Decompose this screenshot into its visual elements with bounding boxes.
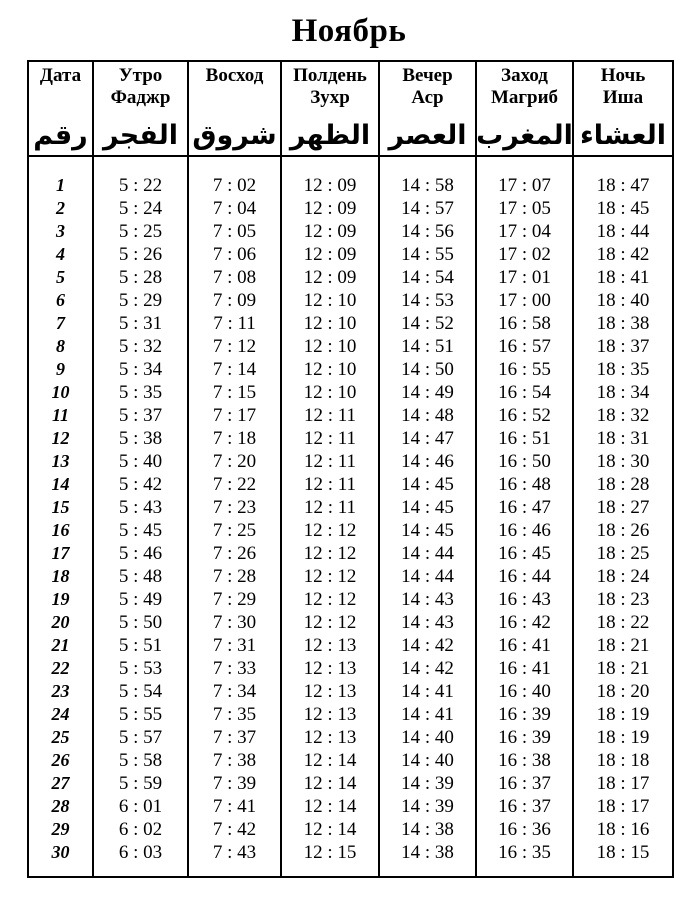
isha-cell: 18 : 24 bbox=[573, 565, 673, 588]
asr-cell: 14 : 51 bbox=[379, 335, 476, 358]
dhuhr-cell: 12 : 12 bbox=[281, 565, 379, 588]
col-label-ar: المغرب bbox=[476, 120, 573, 151]
sunrise-cell: 7 : 15 bbox=[188, 381, 281, 404]
dhuhr-cell: 12 : 11 bbox=[281, 473, 379, 496]
date-cell: 23 bbox=[28, 680, 93, 703]
asr-cell: 14 : 45 bbox=[379, 473, 476, 496]
maghrib-cell: 17 : 04 bbox=[476, 220, 573, 243]
isha-cell: 18 : 23 bbox=[573, 588, 673, 611]
sunrise-cell: 7 : 38 bbox=[188, 749, 281, 772]
fajr-cell: 5 : 54 bbox=[93, 680, 188, 703]
sunrise-cell: 7 : 23 bbox=[188, 496, 281, 519]
isha-cell: 18 : 35 bbox=[573, 358, 673, 381]
asr-cell: 14 : 44 bbox=[379, 565, 476, 588]
fajr-cell: 6 : 02 bbox=[93, 818, 188, 841]
dhuhr-cell: 12 : 13 bbox=[281, 657, 379, 680]
maghrib-cell: 17 : 02 bbox=[476, 243, 573, 266]
table-row bbox=[28, 197, 673, 220]
maghrib-cell: 17 : 05 bbox=[476, 197, 573, 220]
date-cell: 10 bbox=[28, 381, 93, 404]
maghrib-cell: 16 : 43 bbox=[476, 588, 573, 611]
date-cell: 12 bbox=[28, 427, 93, 450]
sunrise-cell: 7 : 42 bbox=[188, 818, 281, 841]
table-row bbox=[28, 657, 673, 680]
asr-cell: 14 : 57 bbox=[379, 197, 476, 220]
dhuhr-cell: 12 : 11 bbox=[281, 404, 379, 427]
date-cell: 21 bbox=[28, 634, 93, 657]
sunrise-cell: 7 : 28 bbox=[188, 565, 281, 588]
asr-cell: 14 : 47 bbox=[379, 427, 476, 450]
date-cell: 1 bbox=[28, 156, 93, 197]
col-label-ru: Дата bbox=[39, 65, 82, 86]
dhuhr-cell: 12 : 09 bbox=[281, 156, 379, 197]
date-cell: 20 bbox=[28, 611, 93, 634]
asr-cell: 14 : 56 bbox=[379, 220, 476, 243]
dhuhr-cell: 12 : 09 bbox=[281, 243, 379, 266]
table-row bbox=[28, 496, 673, 519]
table-row bbox=[28, 772, 673, 795]
asr-cell: 14 : 58 bbox=[379, 156, 476, 197]
dhuhr-cell: 12 : 09 bbox=[281, 220, 379, 243]
isha-cell: 18 : 30 bbox=[573, 450, 673, 473]
col-label-ru2: Магриб bbox=[490, 87, 559, 108]
isha-cell: 18 : 15 bbox=[573, 841, 673, 877]
table-row bbox=[28, 220, 673, 243]
col-label-ru: Утро bbox=[118, 65, 163, 86]
asr-cell: 14 : 50 bbox=[379, 358, 476, 381]
table-row bbox=[28, 404, 673, 427]
asr-cell: 14 : 41 bbox=[379, 703, 476, 726]
date-cell: 19 bbox=[28, 588, 93, 611]
asr-cell: 14 : 40 bbox=[379, 749, 476, 772]
maghrib-cell: 16 : 38 bbox=[476, 749, 573, 772]
fajr-cell: 5 : 59 bbox=[93, 772, 188, 795]
date-cell: 7 bbox=[28, 312, 93, 335]
fajr-cell: 5 : 40 bbox=[93, 450, 188, 473]
maghrib-cell: 16 : 36 bbox=[476, 818, 573, 841]
fajr-cell: 5 : 45 bbox=[93, 519, 188, 542]
asr-cell: 14 : 42 bbox=[379, 657, 476, 680]
table-row bbox=[28, 795, 673, 818]
table-row bbox=[28, 680, 673, 703]
asr-cell: 14 : 55 bbox=[379, 243, 476, 266]
table-row bbox=[28, 565, 673, 588]
isha-cell: 18 : 22 bbox=[573, 611, 673, 634]
asr-cell: 14 : 40 bbox=[379, 726, 476, 749]
table-row bbox=[28, 611, 673, 634]
table-row bbox=[28, 381, 673, 404]
dhuhr-cell: 12 : 14 bbox=[281, 772, 379, 795]
sunrise-cell: 7 : 39 bbox=[188, 772, 281, 795]
col-label-ru2: Зухр bbox=[310, 87, 350, 108]
dhuhr-cell: 12 : 09 bbox=[281, 266, 379, 289]
maghrib-cell: 17 : 07 bbox=[476, 156, 573, 197]
asr-cell: 14 : 46 bbox=[379, 450, 476, 473]
isha-cell: 18 : 18 bbox=[573, 749, 673, 772]
sunrise-cell: 7 : 25 bbox=[188, 519, 281, 542]
col-label-ar: الفجر bbox=[102, 120, 179, 151]
table-row bbox=[28, 542, 673, 565]
table-row bbox=[28, 473, 673, 496]
sunrise-cell: 7 : 12 bbox=[188, 335, 281, 358]
date-cell: 3 bbox=[28, 220, 93, 243]
maghrib-cell: 16 : 45 bbox=[476, 542, 573, 565]
table-row bbox=[28, 312, 673, 335]
sunrise-cell: 7 : 30 bbox=[188, 611, 281, 634]
maghrib-cell: 16 : 37 bbox=[476, 795, 573, 818]
isha-cell: 18 : 32 bbox=[573, 404, 673, 427]
asr-cell: 14 : 41 bbox=[379, 680, 476, 703]
fajr-cell: 5 : 48 bbox=[93, 565, 188, 588]
sunrise-cell: 7 : 31 bbox=[188, 634, 281, 657]
col-label-ru: Восход bbox=[205, 65, 264, 86]
asr-cell: 14 : 45 bbox=[379, 519, 476, 542]
col-label-ar: شروق bbox=[192, 120, 277, 151]
table-row bbox=[28, 266, 673, 289]
fajr-cell: 5 : 26 bbox=[93, 243, 188, 266]
date-cell: 15 bbox=[28, 496, 93, 519]
isha-cell: 18 : 26 bbox=[573, 519, 673, 542]
fajr-cell: 5 : 58 bbox=[93, 749, 188, 772]
sunrise-cell: 7 : 33 bbox=[188, 657, 281, 680]
dhuhr-cell: 12 : 11 bbox=[281, 496, 379, 519]
sunrise-cell: 7 : 34 bbox=[188, 680, 281, 703]
date-cell: 30 bbox=[28, 841, 93, 877]
dhuhr-cell: 12 : 14 bbox=[281, 795, 379, 818]
table-row bbox=[28, 450, 673, 473]
fajr-cell: 5 : 25 bbox=[93, 220, 188, 243]
fajr-cell: 5 : 43 bbox=[93, 496, 188, 519]
fajr-cell: 5 : 37 bbox=[93, 404, 188, 427]
fajr-cell: 5 : 31 bbox=[93, 312, 188, 335]
asr-cell: 14 : 42 bbox=[379, 634, 476, 657]
asr-cell: 14 : 49 bbox=[379, 381, 476, 404]
maghrib-cell: 16 : 55 bbox=[476, 358, 573, 381]
maghrib-cell: 16 : 52 bbox=[476, 404, 573, 427]
fajr-cell: 5 : 32 bbox=[93, 335, 188, 358]
table-row bbox=[28, 519, 673, 542]
dhuhr-cell: 12 : 14 bbox=[281, 749, 379, 772]
table-row bbox=[28, 634, 673, 657]
dhuhr-cell: 12 : 12 bbox=[281, 588, 379, 611]
col-header-asr bbox=[379, 61, 476, 156]
sunrise-cell: 7 : 43 bbox=[188, 841, 281, 877]
col-label-ru2: Аср bbox=[411, 87, 444, 108]
asr-cell: 14 : 43 bbox=[379, 611, 476, 634]
asr-cell: 14 : 45 bbox=[379, 496, 476, 519]
date-cell: 14 bbox=[28, 473, 93, 496]
asr-cell: 14 : 53 bbox=[379, 289, 476, 312]
sunrise-cell: 7 : 22 bbox=[188, 473, 281, 496]
asr-cell: 14 : 38 bbox=[379, 818, 476, 841]
isha-cell: 18 : 44 bbox=[573, 220, 673, 243]
maghrib-cell: 16 : 41 bbox=[476, 657, 573, 680]
dhuhr-cell: 12 : 11 bbox=[281, 427, 379, 450]
asr-cell: 14 : 39 bbox=[379, 772, 476, 795]
sunrise-cell: 7 : 29 bbox=[188, 588, 281, 611]
maghrib-cell: 16 : 35 bbox=[476, 841, 573, 877]
col-label-ru: Полдень bbox=[293, 65, 367, 86]
asr-cell: 14 : 39 bbox=[379, 795, 476, 818]
isha-cell: 18 : 42 bbox=[573, 243, 673, 266]
isha-cell: 18 : 47 bbox=[573, 156, 673, 197]
dhuhr-cell: 12 : 14 bbox=[281, 818, 379, 841]
maghrib-cell: 16 : 44 bbox=[476, 565, 573, 588]
fajr-cell: 5 : 22 bbox=[93, 156, 188, 197]
col-label-ar: الظهر bbox=[289, 120, 371, 151]
sunrise-cell: 7 : 18 bbox=[188, 427, 281, 450]
table-row bbox=[28, 335, 673, 358]
dhuhr-cell: 12 : 11 bbox=[281, 450, 379, 473]
sunrise-cell: 7 : 11 bbox=[188, 312, 281, 335]
isha-cell: 18 : 31 bbox=[573, 427, 673, 450]
date-cell: 26 bbox=[28, 749, 93, 772]
date-cell: 6 bbox=[28, 289, 93, 312]
col-header-dhuhr bbox=[281, 61, 379, 156]
dhuhr-cell: 12 : 10 bbox=[281, 335, 379, 358]
col-header-sunrise bbox=[188, 61, 281, 156]
table-row bbox=[28, 588, 673, 611]
table-body bbox=[28, 156, 673, 877]
fajr-cell: 5 : 24 bbox=[93, 197, 188, 220]
isha-cell: 18 : 25 bbox=[573, 542, 673, 565]
date-cell: 29 bbox=[28, 818, 93, 841]
asr-cell: 14 : 54 bbox=[379, 266, 476, 289]
sunrise-cell: 7 : 02 bbox=[188, 156, 281, 197]
fajr-cell: 5 : 53 bbox=[93, 657, 188, 680]
sunrise-cell: 7 : 41 bbox=[188, 795, 281, 818]
col-header-isha bbox=[573, 61, 673, 156]
col-label-ru2: Иша bbox=[602, 87, 644, 108]
isha-cell: 18 : 40 bbox=[573, 289, 673, 312]
sunrise-cell: 7 : 05 bbox=[188, 220, 281, 243]
dhuhr-cell: 12 : 15 bbox=[281, 841, 379, 877]
fajr-cell: 5 : 42 bbox=[93, 473, 188, 496]
isha-cell: 18 : 21 bbox=[573, 634, 673, 657]
isha-cell: 18 : 19 bbox=[573, 703, 673, 726]
sunrise-cell: 7 : 17 bbox=[188, 404, 281, 427]
col-label-ru: Вечер bbox=[402, 65, 453, 86]
sunrise-cell: 7 : 37 bbox=[188, 726, 281, 749]
maghrib-cell: 16 : 51 bbox=[476, 427, 573, 450]
isha-cell: 18 : 20 bbox=[573, 680, 673, 703]
maghrib-cell: 16 : 39 bbox=[476, 703, 573, 726]
asr-cell: 14 : 38 bbox=[379, 841, 476, 877]
table-row bbox=[28, 156, 673, 197]
date-cell: 13 bbox=[28, 450, 93, 473]
table-row bbox=[28, 841, 673, 877]
col-header-fajr bbox=[93, 61, 188, 156]
table-row bbox=[28, 749, 673, 772]
sunrise-cell: 7 : 14 bbox=[188, 358, 281, 381]
table-row bbox=[28, 427, 673, 450]
fajr-cell: 5 : 51 bbox=[93, 634, 188, 657]
isha-cell: 18 : 38 bbox=[573, 312, 673, 335]
col-label-ru2: Фаджр bbox=[110, 87, 171, 108]
col-label-ar: رقم bbox=[33, 120, 88, 151]
fajr-cell: 5 : 29 bbox=[93, 289, 188, 312]
date-cell: 9 bbox=[28, 358, 93, 381]
sunrise-cell: 7 : 06 bbox=[188, 243, 281, 266]
isha-cell: 18 : 27 bbox=[573, 496, 673, 519]
date-cell: 11 bbox=[28, 404, 93, 427]
dhuhr-cell: 12 : 13 bbox=[281, 680, 379, 703]
dhuhr-cell: 12 : 10 bbox=[281, 289, 379, 312]
date-cell: 28 bbox=[28, 795, 93, 818]
isha-cell: 18 : 16 bbox=[573, 818, 673, 841]
date-cell: 8 bbox=[28, 335, 93, 358]
maghrib-cell: 16 : 41 bbox=[476, 634, 573, 657]
date-cell: 24 bbox=[28, 703, 93, 726]
asr-cell: 14 : 43 bbox=[379, 588, 476, 611]
date-cell: 17 bbox=[28, 542, 93, 565]
header-row bbox=[28, 61, 673, 156]
sunrise-cell: 7 : 20 bbox=[188, 450, 281, 473]
isha-cell: 18 : 17 bbox=[573, 772, 673, 795]
fajr-cell: 5 : 28 bbox=[93, 266, 188, 289]
maghrib-cell: 16 : 37 bbox=[476, 772, 573, 795]
dhuhr-cell: 12 : 10 bbox=[281, 312, 379, 335]
dhuhr-cell: 12 : 09 bbox=[281, 197, 379, 220]
fajr-cell: 5 : 34 bbox=[93, 358, 188, 381]
maghrib-cell: 16 : 57 bbox=[476, 335, 573, 358]
fajr-cell: 5 : 46 bbox=[93, 542, 188, 565]
maghrib-cell: 16 : 42 bbox=[476, 611, 573, 634]
asr-cell: 14 : 48 bbox=[379, 404, 476, 427]
dhuhr-cell: 12 : 13 bbox=[281, 634, 379, 657]
asr-cell: 14 : 52 bbox=[379, 312, 476, 335]
date-cell: 16 bbox=[28, 519, 93, 542]
dhuhr-cell: 12 : 12 bbox=[281, 542, 379, 565]
fajr-cell: 6 : 01 bbox=[93, 795, 188, 818]
dhuhr-cell: 12 : 10 bbox=[281, 381, 379, 404]
table-row bbox=[28, 289, 673, 312]
col-label-ru: Ночь bbox=[600, 65, 646, 86]
fajr-cell: 6 : 03 bbox=[93, 841, 188, 877]
date-cell: 2 bbox=[28, 197, 93, 220]
isha-cell: 18 : 45 bbox=[573, 197, 673, 220]
asr-cell: 14 : 44 bbox=[379, 542, 476, 565]
fajr-cell: 5 : 57 bbox=[93, 726, 188, 749]
isha-cell: 18 : 19 bbox=[573, 726, 673, 749]
isha-cell: 18 : 41 bbox=[573, 266, 673, 289]
table-row bbox=[28, 243, 673, 266]
col-label-ar: العشاء bbox=[579, 120, 667, 151]
maghrib-cell: 16 : 39 bbox=[476, 726, 573, 749]
col-label-ar: العصر bbox=[388, 120, 467, 151]
sunrise-cell: 7 : 04 bbox=[188, 197, 281, 220]
page-title: Ноябрь bbox=[291, 13, 407, 49]
col-header-maghrib bbox=[476, 61, 573, 156]
table-header bbox=[28, 61, 673, 156]
dhuhr-cell: 12 : 10 bbox=[281, 358, 379, 381]
isha-cell: 18 : 21 bbox=[573, 657, 673, 680]
maghrib-cell: 16 : 48 bbox=[476, 473, 573, 496]
fajr-cell: 5 : 35 bbox=[93, 381, 188, 404]
date-cell: 18 bbox=[28, 565, 93, 588]
date-cell: 5 bbox=[28, 266, 93, 289]
fajr-cell: 5 : 49 bbox=[93, 588, 188, 611]
table-row bbox=[28, 703, 673, 726]
dhuhr-cell: 12 : 12 bbox=[281, 611, 379, 634]
col-header-date bbox=[28, 61, 93, 156]
maghrib-cell: 16 : 58 bbox=[476, 312, 573, 335]
col-label-ru: Заход bbox=[501, 65, 548, 86]
date-cell: 25 bbox=[28, 726, 93, 749]
maghrib-cell: 16 : 50 bbox=[476, 450, 573, 473]
maghrib-cell: 16 : 47 bbox=[476, 496, 573, 519]
dhuhr-cell: 12 : 13 bbox=[281, 726, 379, 749]
fajr-cell: 5 : 55 bbox=[93, 703, 188, 726]
isha-cell: 18 : 28 bbox=[573, 473, 673, 496]
isha-cell: 18 : 37 bbox=[573, 335, 673, 358]
prayer-times-table bbox=[27, 60, 674, 878]
maghrib-cell: 17 : 00 bbox=[476, 289, 573, 312]
maghrib-cell: 16 : 54 bbox=[476, 381, 573, 404]
fajr-cell: 5 : 38 bbox=[93, 427, 188, 450]
dhuhr-cell: 12 : 13 bbox=[281, 703, 379, 726]
fajr-cell: 5 : 50 bbox=[93, 611, 188, 634]
date-cell: 27 bbox=[28, 772, 93, 795]
sunrise-cell: 7 : 26 bbox=[188, 542, 281, 565]
date-cell: 22 bbox=[28, 657, 93, 680]
table-row bbox=[28, 726, 673, 749]
maghrib-cell: 16 : 40 bbox=[476, 680, 573, 703]
table-row bbox=[28, 358, 673, 381]
isha-cell: 18 : 17 bbox=[573, 795, 673, 818]
isha-cell: 18 : 34 bbox=[573, 381, 673, 404]
table-row bbox=[28, 818, 673, 841]
dhuhr-cell: 12 : 12 bbox=[281, 519, 379, 542]
sunrise-cell: 7 : 08 bbox=[188, 266, 281, 289]
maghrib-cell: 16 : 46 bbox=[476, 519, 573, 542]
maghrib-cell: 17 : 01 bbox=[476, 266, 573, 289]
date-cell: 4 bbox=[28, 243, 93, 266]
sunrise-cell: 7 : 09 bbox=[188, 289, 281, 312]
sunrise-cell: 7 : 35 bbox=[188, 703, 281, 726]
